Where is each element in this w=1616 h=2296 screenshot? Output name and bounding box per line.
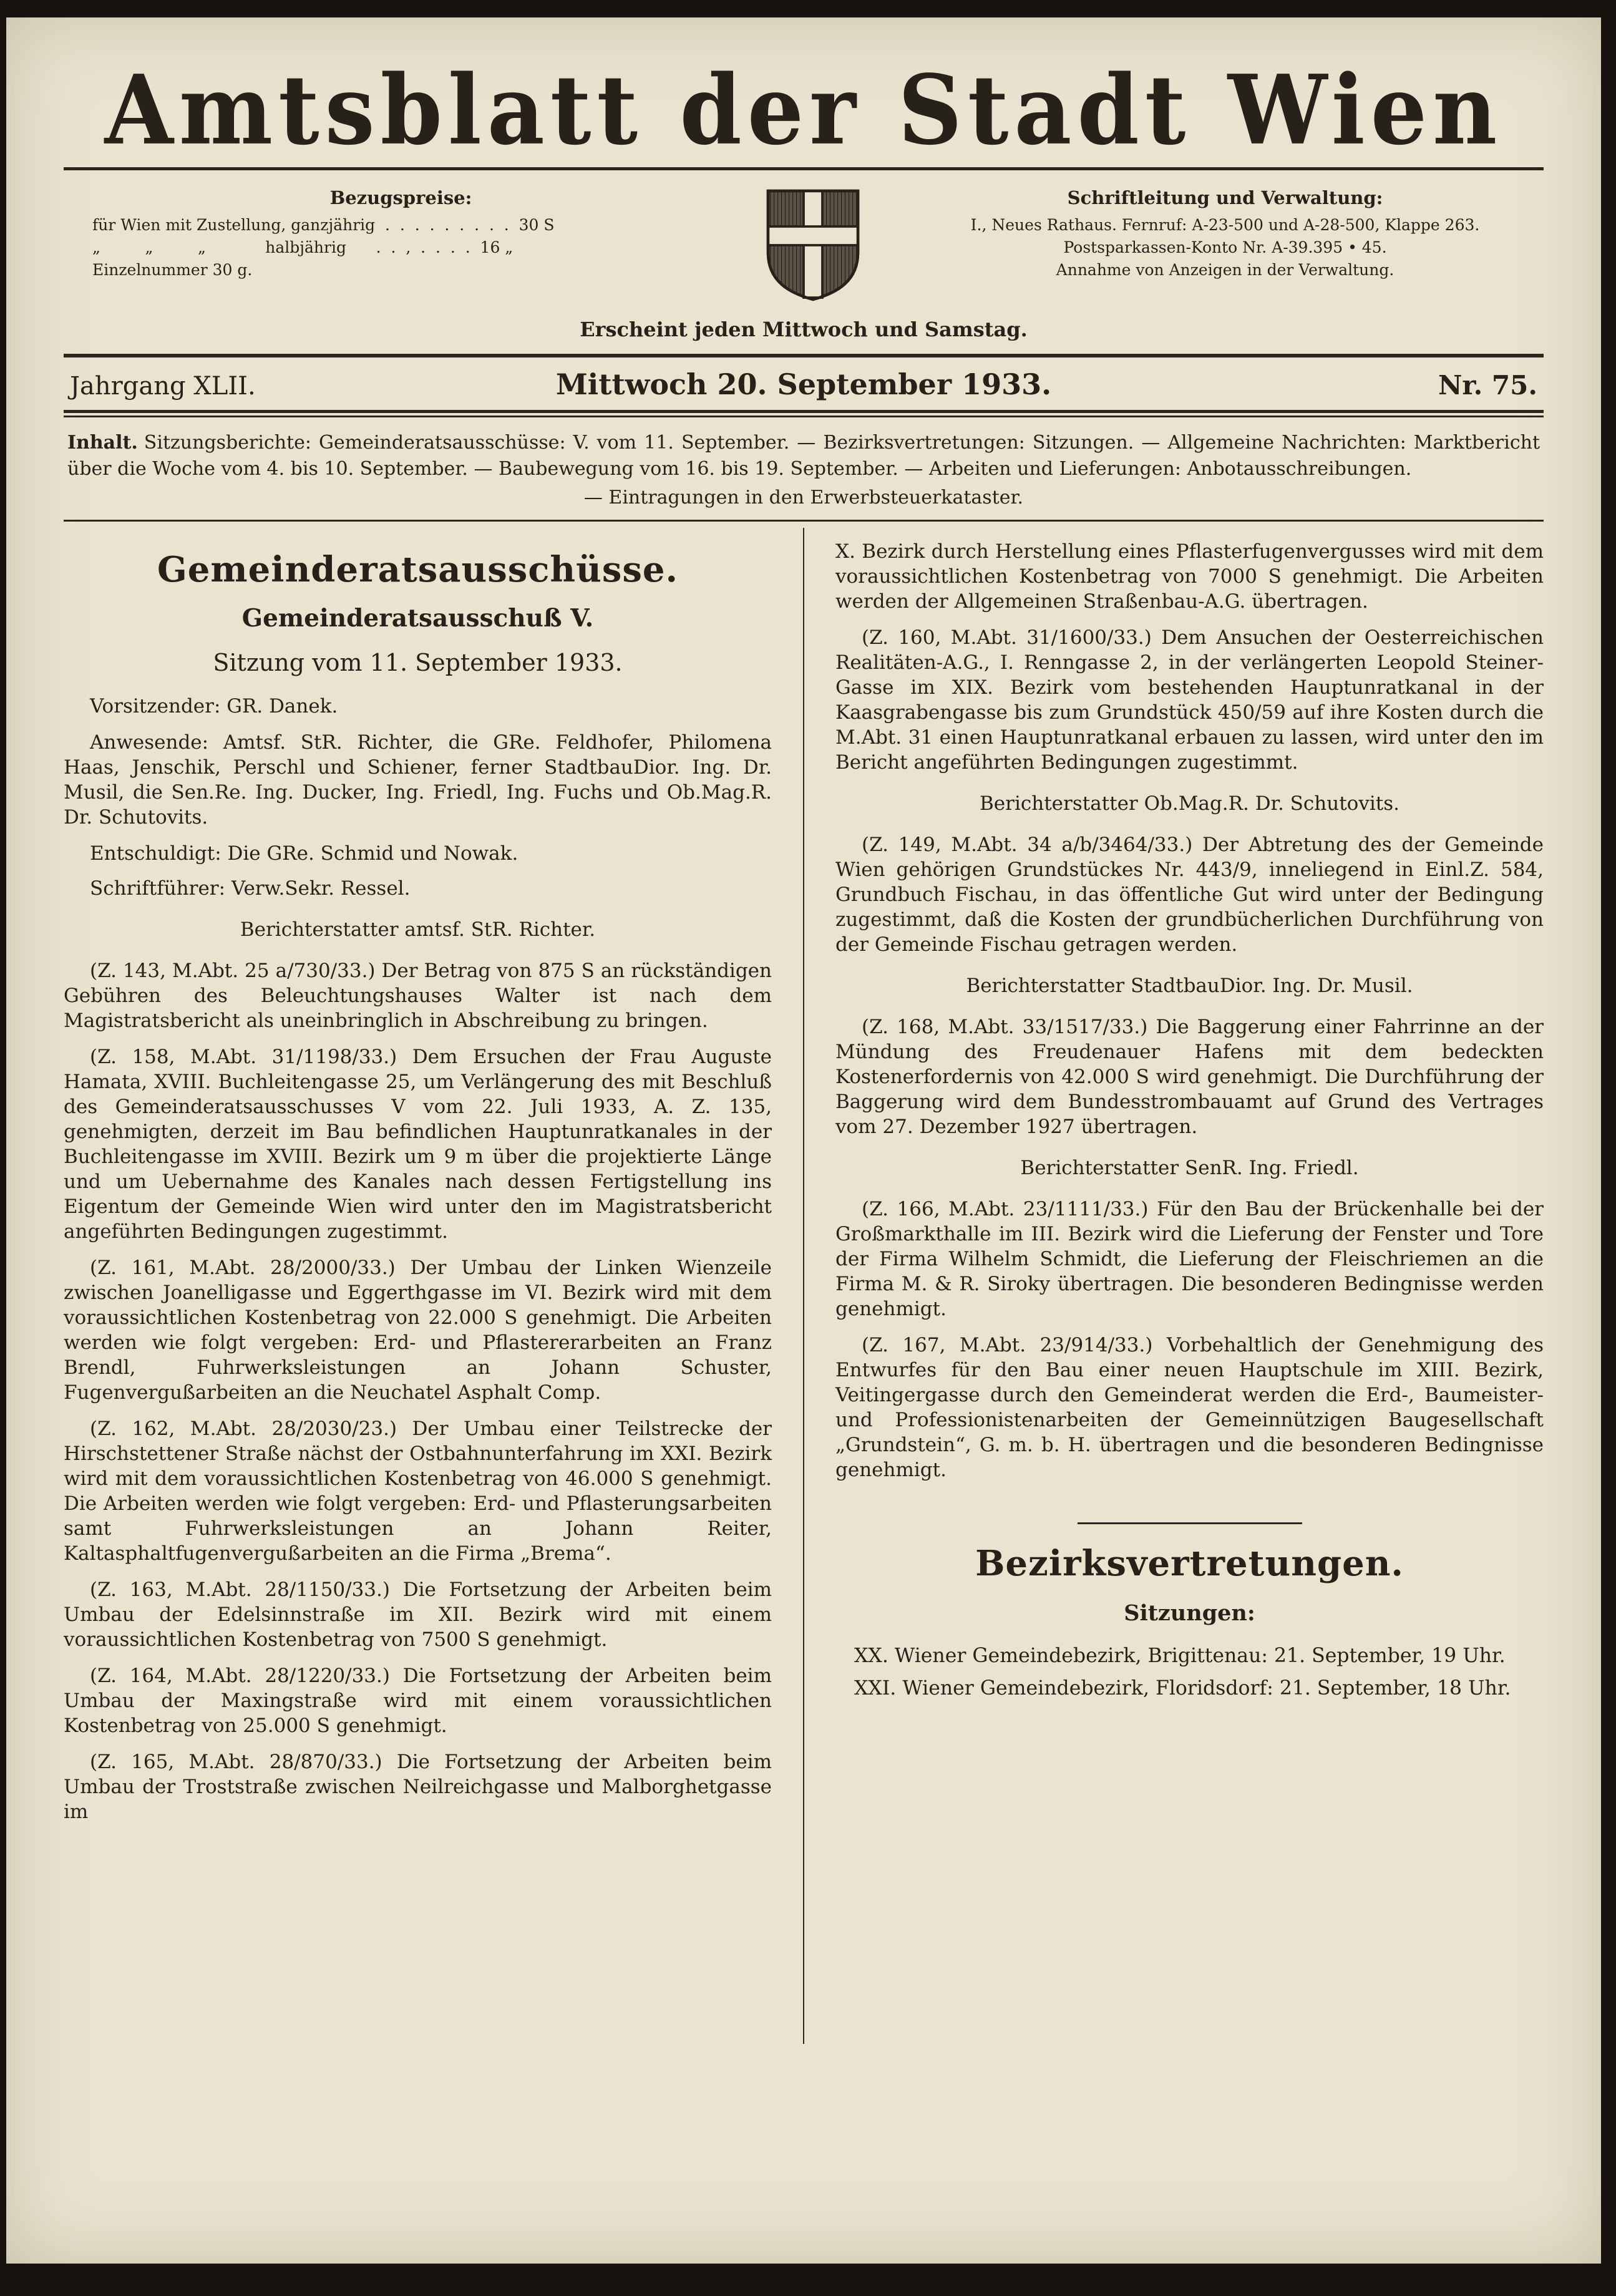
vienna-shield-icon <box>719 187 907 301</box>
right-column <box>804 528 1544 2044</box>
dateline-bottom-rule <box>64 410 1544 417</box>
resolution-paragraph-167: (Z. 167, M.Abt. 23/914/33.) Vorbehaltlich der Genehmigung des Entwurfes für den Bau einer neuen Hauptschule im XIII. Bezirk, Veitingergasse durch den Gemeinderat werden die Erd-, Baumeister- und Professionistenarbeiten der Gemeinnützigen Baugesellschaft „Grundstein“, G. m. b. H. übertragen und die besonderen Bedingnisse genehmigt. <box>835 1334 1544 1481</box>
contents-text: Sitzungsberichte: Gemeinderatsausschüsse: V. vom 11. September. — Bezirksvertretungen: Sitzungen. — Allgemeine Nachrichten: Marktbericht über die Woche vom 4. bis 10. September. — Baubewegung vom 16. bis 19. September. — Arbeiten und Lieferungen: Anbotausschreibungen. <box>67 432 1540 480</box>
excused-line: Entschuldigt: Die GRe. Schmid und Nowak. <box>90 842 518 865</box>
single-issue-price: Einzelnummer 30 g. <box>92 261 253 279</box>
resolution-paragraph-160: (Z. 160, M.Abt. 31/1600/33.) Dem Ansuchen der Oesterreichischen Realitäten-A.G., I. Renngasse 2, in der verlängerten Leopold Steiner-Gasse im XIX. Bezirk vom bestehenden Hauptunratkanal in der Kaasgrabengasse bis zum Grundstück 450/59 auf ihre Kosten durch die M.Abt. 31 einen Hauptunratkanal erbauen zu lassen, wird unter den im Bericht angeführten Bedingungen zugestimmt. <box>835 626 1544 774</box>
session-entry-brigittenau: XX. Wiener Gemeindebezirk, Brigittenau: 21. September, 19 Uhr. <box>854 1645 1506 1667</box>
masthead-info-row <box>64 187 1544 301</box>
contents-last-line: — Eintragungen in den Erwerbsteuerkataster. <box>583 487 1024 508</box>
subscription-prices <box>64 187 719 281</box>
session-title: Sitzung vom 11. September 1933. <box>213 649 623 676</box>
resolution-paragraph-162: (Z. 162, M.Abt. 28/2030/23.) Der Umbau einer Teilstrecke der Hirschstettener Straße nächst der Ostbahnunterfahrung im XXI. Bezirk wird mit dem voraussichtlichen Kostenbetrag von 46.000 S genehmigt. Die Arbeiten werden wie folgt vergeben: Erd- und Pflasterungsarbeiten samt Fuhrwerksleistungen an Johann Reiter, Kaltasphaltfugenvergußarbeiten an die Firma „Brema“. <box>64 1418 772 1565</box>
masthead <box>64 54 1544 341</box>
subscription-heading: Bezugspreise: <box>329 187 472 208</box>
reporter-line-schutovits: Berichterstatter Ob.Mag.R. Dr. Schutovits. <box>980 792 1399 815</box>
district-section-title: Bezirksvertretungen. <box>975 1543 1404 1584</box>
issue-number: Nr. 75. <box>1438 370 1537 401</box>
resolution-paragraph-165: (Z. 165, M.Abt. 28/870/33.) Die Fortsetzung der Arbeiten beim Umbau der Troststraße zwischen Neilreichgasse und Malborghetgasse im <box>64 1751 772 1823</box>
resolution-paragraph-164: (Z. 164, M.Abt. 28/1220/33.) Die Fortsetzung der Arbeiten beim Umbau der Maxingstraße wird mit einem voraussichtlichen Kostenbetrag von 25.000 S genehmigt. <box>64 1665 772 1737</box>
subscription-line-halfyear: „ „ „ halbjährig . . , . . . . 16 „ <box>92 238 514 256</box>
secretary-line: Schriftführer: Verw.Sekr. Ressel. <box>90 877 411 900</box>
resolution-paragraph-143: (Z. 143, M.Abt. 25 a/730/33.) Der Betrag von 875 S an rückständigen Gebühren des Beleuchtungshauses Walter ist nach dem Magistratsbericht als uneinbringlich in Abschreibung zu bringen. <box>64 960 772 1032</box>
resolution-paragraph-163: (Z. 163, M.Abt. 28/1150/33.) Die Fortsetzung der Arbeiten beim Umbau der Edelsinnstraße im XII. Bezirk wird mit einem voraussichtlichen Kostenbetrag von 7500 S genehmigt. <box>64 1578 772 1651</box>
attendance-paragraph: Anwesende: Amtsf. StR. Richter, die GRe. Feldhofer, Philomena Haas, Jenschik, Perschl und Schiener, ferner StadtbauDior. Ing. Dr. Musil, die Sen.Re. Ing. Ducker, Ing. Friedl, Ing. Fuchs und Ob.Mag.R. Dr. Schutovits. <box>64 731 772 829</box>
resolution-paragraph-161: (Z. 161, M.Abt. 28/2000/33.) Der Umbau der Linken Wienzeile zwischen Joanelligasse und Eggerthgasse im VI. Bezirk wird mit dem voraussichtlichen Kostenbetrag von 22.000 S genehmigt. Die Arbeiten werden wie folgt vergeben: Erd- und Pflastererarbeiten an Franz Brendl, Fuhrwerksleistungen an Johann Schuster, Fugenvergußarbeiten an die Neuchatel Asphalt Comp. <box>64 1257 772 1404</box>
issue-date: Mittwoch 20. September 1933. <box>555 367 1052 401</box>
title-rule <box>64 167 1544 170</box>
reporter-line-richter: Berichterstatter amtsf. StR. Richter. <box>240 918 596 941</box>
contents-bottom-rule <box>64 520 1544 522</box>
newspaper-page <box>6 17 1601 2264</box>
editorial-line-anzeigen: Annahme von Anzeigen in der Verwaltung. <box>1056 261 1395 279</box>
subsection-title: Gemeinderatsausschuß V. <box>241 604 594 633</box>
left-column <box>64 528 803 2044</box>
reporter-line-friedl: Berichterstatter SenR. Ing. Friedl. <box>1020 1157 1359 1179</box>
sessions-subheading: Sitzungen: <box>1124 1600 1255 1626</box>
section-title: Gemeinderatsausschüsse. <box>157 549 679 590</box>
section-divider-rule <box>1078 1522 1302 1524</box>
editorial-heading: Schriftleitung und Verwaltung: <box>1067 187 1383 208</box>
editorial-line-address: I., Neues Rathaus. Fernruf: A-23-500 und A-28-500, Klappe 263. <box>970 216 1480 234</box>
subscription-line-annual: für Wien mit Zustellung, ganzjährig . . . . . . . . . 30 S <box>92 216 555 234</box>
chair-line: Vorsitzender: GR. Danek. <box>90 695 338 718</box>
editorial-line-konto: Postsparkassen-Konto Nr. A-39.395 • 45. <box>1063 238 1387 256</box>
publication-note: Erscheint jeden Mittwoch und Samstag. <box>580 318 1028 341</box>
page-title: Amtsblatt der Stadt Wien <box>104 54 1503 167</box>
contents-summary <box>64 417 1544 520</box>
session-entry-floridsdorf: XXI. Wiener Gemeindebezirk, Floridsdorf: 21. September, 18 Uhr. <box>854 1677 1511 1700</box>
resolution-paragraph-158: (Z. 158, M.Abt. 31/1198/33.) Dem Ersuchen der Frau Auguste Hamata, XVIII. Buchleitengasse 25, um Verlängerung des mit Beschluß des Gemeinderatsausschusses V vom 22. Juli 1933, A. Z. 135, genehmigten, derzeit im Bau befindlichen Hauptunratkanales in der Buchleitengasse im XVIII. Bezirk um 9 m über die projektierte Länge und um Uebernahme des Kanales nach dessen Fertigstellung ins Eigentum der Gemeinde Wien wird unter den im Magistratsbericht angeführten Bedingungen zugestimmt. <box>64 1046 772 1243</box>
editorial-info <box>907 187 1544 281</box>
volume-label: Jahrgang XLII. <box>70 372 256 401</box>
reporter-line-musil: Berichterstatter StadtbauDior. Ing. Dr. Musil. <box>966 975 1413 997</box>
resolution-paragraph-149: (Z. 149, M.Abt. 34 a/b/3464/33.) Der Abtretung des der Gemeinde Wien gehörigen Grundstückes Nr. 443/9, inneliegend in Einl.Z. 584, Grundbuch Fischau, in das öffentliche Gut wird unter der Bedingung zugestimmt, daß die Kosten der grundbücherlichen Durchführung von der Gemeinde Fischau getragen werden. <box>835 834 1544 956</box>
article-columns <box>64 528 1544 2044</box>
resolution-paragraph-166: (Z. 166, M.Abt. 23/1111/33.) Für den Bau der Brückenhalle bei der Großmarkthalle im III. Bezirk wird die Lieferung der Fenster und Tore der Firma Wilhelm Schmidt, die Lieferung der Fleischriemen an die Firma M. & R. Siroky übertragen. Die besonderen Bedingnisse werden genehmigt. <box>835 1198 1544 1320</box>
contents-label: Inhalt. <box>67 432 138 454</box>
continuation-paragraph: X. Bezirk durch Herstellung eines Pflasterfugenvergusses wird mit dem voraussichtlichen Kostenbetrag von 7000 S genehmigt. Die Arbeiten werden der Allgemeinen Straßenbau-A.G. übertragen. <box>835 540 1544 613</box>
dateline <box>64 358 1544 410</box>
contents-paragraph <box>67 430 1540 482</box>
resolution-paragraph-168: (Z. 168, M.Abt. 33/1517/33.) Die Baggerung einer Fahrrinne an der Mündung des Freudenauer Hafens mit dem bedeckten Kostenerfordernis von 42.000 S wird genehmigt. Die Durchführung der Baggerung wird dem Bundesstrombauamt auf Grund des Vertrages vom 27. Dezember 1927 übertragen. <box>835 1016 1544 1138</box>
